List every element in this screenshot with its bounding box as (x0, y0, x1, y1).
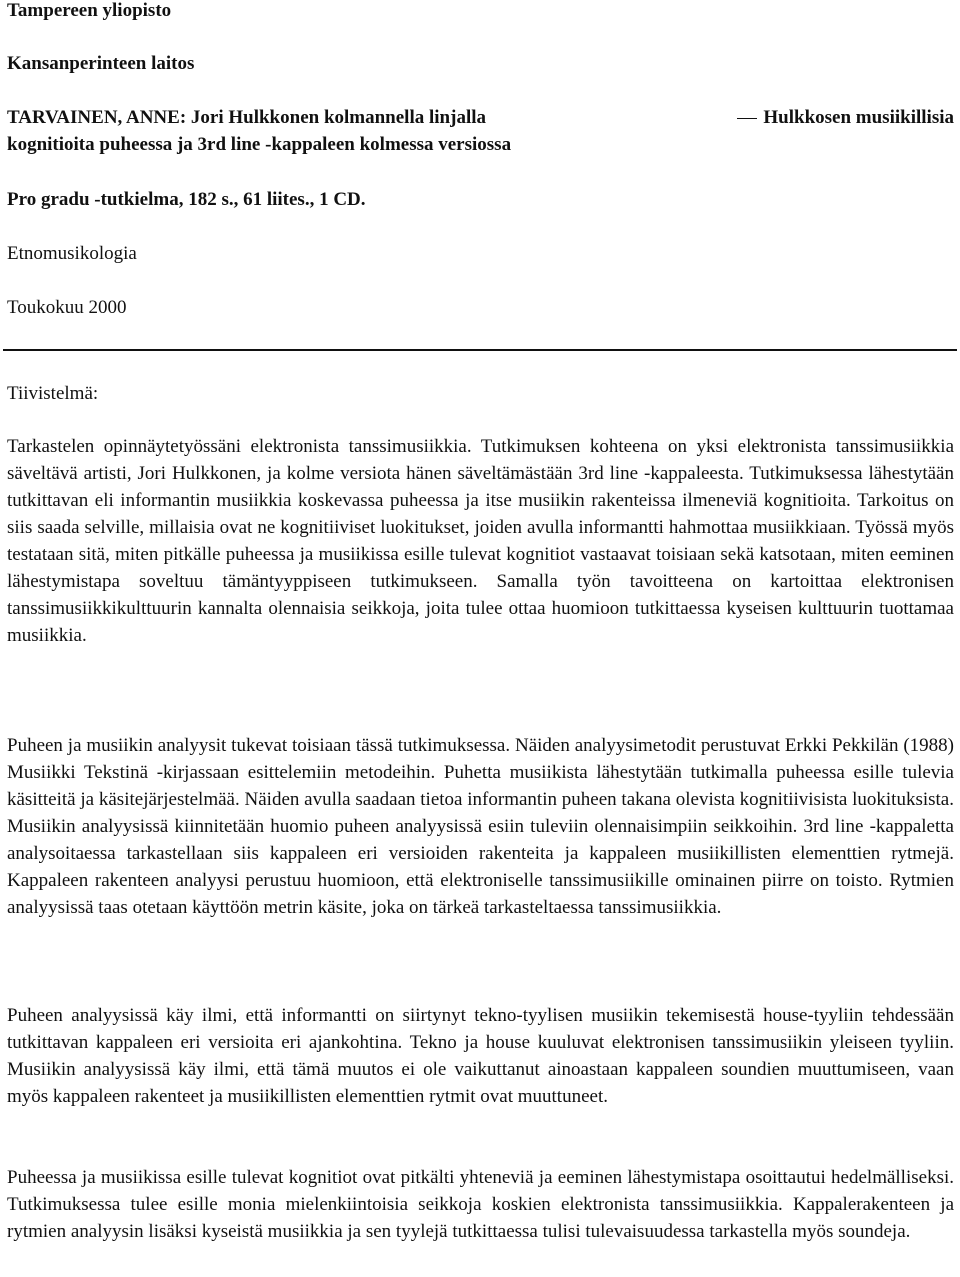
thesis-info: Pro gradu -tutkielma, 182 s., 61 liites., 1 CD. (7, 189, 366, 210)
thesis-title-author: TARVAINEN, ANNE: Jori Hulkkonen kolmannella linjalla (7, 107, 486, 128)
university-name: Tampereen yliopisto (7, 0, 172, 21)
thesis-title-line2: kognitioita puheessa ja 3rd line -kappaleen kolmessa versiossa (7, 134, 512, 155)
date: Toukokuu 2000 (7, 297, 127, 318)
department-name: Kansanperinteen laitos (7, 53, 195, 74)
thesis-title-line1 (7, 107, 954, 129)
dash-separator (737, 118, 757, 119)
abstract-paragraph-3: Puheen analyysissä käy ilmi, että informantti on siirtynyt tekno-tyylisen musiikin tekemisestä house-tyyliin tehdessään tutkittavan kappaleen eri versioita eri ajankohtina. Tekno ja house kuuluvat elektronisen tanssimusiikin yleiseen tyyliin. Musiikin analyysissä käy ilmi, että tämä muutos ei ole vaikuttanut ainoastaan kappaleen soundien muuttumiseen, vaan myös kappaleen rakenteet ja musiikillisten elementtien rytmit ovat muuttuneet. (7, 1005, 954, 1107)
abstract-paragraph-1: Tarkastelen opinnäytetyössäni elektronista tanssimusiikkia. Tutkimuksen kohteena on yksi elektronista tanssimusiikkia säveltävä artisti, Jori Hulkkonen, ja kolme versiota hänen säveltämästään 3rd line -kappaleesta. Tutkimuksessa lähestytään tutkittavan eli informantin musiikkia koskevassa puheessa ja itse musiikin rakenteissa ilmeneviä kognitioita. Tarkoitus on siis saada selville, millaisia ovat ne kognitiiviset luokitukset, joiden avulla informantti hahmottaa musiikkiaan. Työssä myös testataan sitä, miten pitkälle puheessa ja musiikissa esille tulevat kognitiot vastaavat toisiaan sekä katsotaan, miten eeminen lähestymistapa soveltuu tämäntyyppiseen tutkimukseen. Samalla työn tavoitteena on kartoittaa elektronisen tanssimusiikkikulttuurin kannalta olennaisia seikkoja, joita tulee ottaa huomioon tutkittaessa kyseisen kulttuurin tuottamaa musiikkia. (7, 436, 954, 646)
abstract-paragraph-4: Puheessa ja musiikissa esille tulevat kognitiot ovat pitkälti yhteneviä ja eeminen lähestymistapa osoittautui hedelmälliseksi. Tutkimuksessa tulee esille monia mielenkiintoisia seikkoja koskien elektronista tanssimusiikkia. Kappalerakenteen ja rytmien analyysin lisäksi kyseistä musiikkia ja sen tyylejä tutkittaessa tulisi tulevaisuudessa tarkastella myös soundeja. (7, 1167, 954, 1242)
abstract-heading: Tiivistelmä: (7, 383, 99, 404)
abstract-paragraph-2: Puheen ja musiikin analyysit tukevat toisiaan tässä tutkimuksessa. Näiden analyysimetodit perustuvat Erkki Pekkilän (1988) Musiikki Tekstinä -kirjassaan esittelemiin metodeihin. Puhetta musiikista lähestytään tutkimalla puheessa esille tulevia käsitteitä ja käsitejärjestelmää. Näiden avulla saadaan tietoa informantin puheen takana olevista kognitiivisista luokituksista. Musiikin analyysissä kiinnitetään huomio puheen analyysissä esiin tuleviin olennaisimpiin seikkoihin. 3rd line -kappaletta analysoitaessa tarkastellaan siis kappaleen eri versioiden rakenteita ja kappaleen musiikillisten elementtien rytmejä. Kappaleen rakenteen analyysi perustuu huomioon, että elektroniselle tanssimusiikille ominainen piirre on toisto. Rytmien analyysissä taas otetaan käyttöön metrin käsite, joka on tärkeä tarkasteltaessa tanssimusiikkia. (7, 735, 954, 918)
subject: Etnomusikologia (7, 243, 137, 264)
thesis-title-rest: Hulkkosen musiikillisia (763, 107, 954, 128)
horizontal-rule (3, 349, 957, 351)
